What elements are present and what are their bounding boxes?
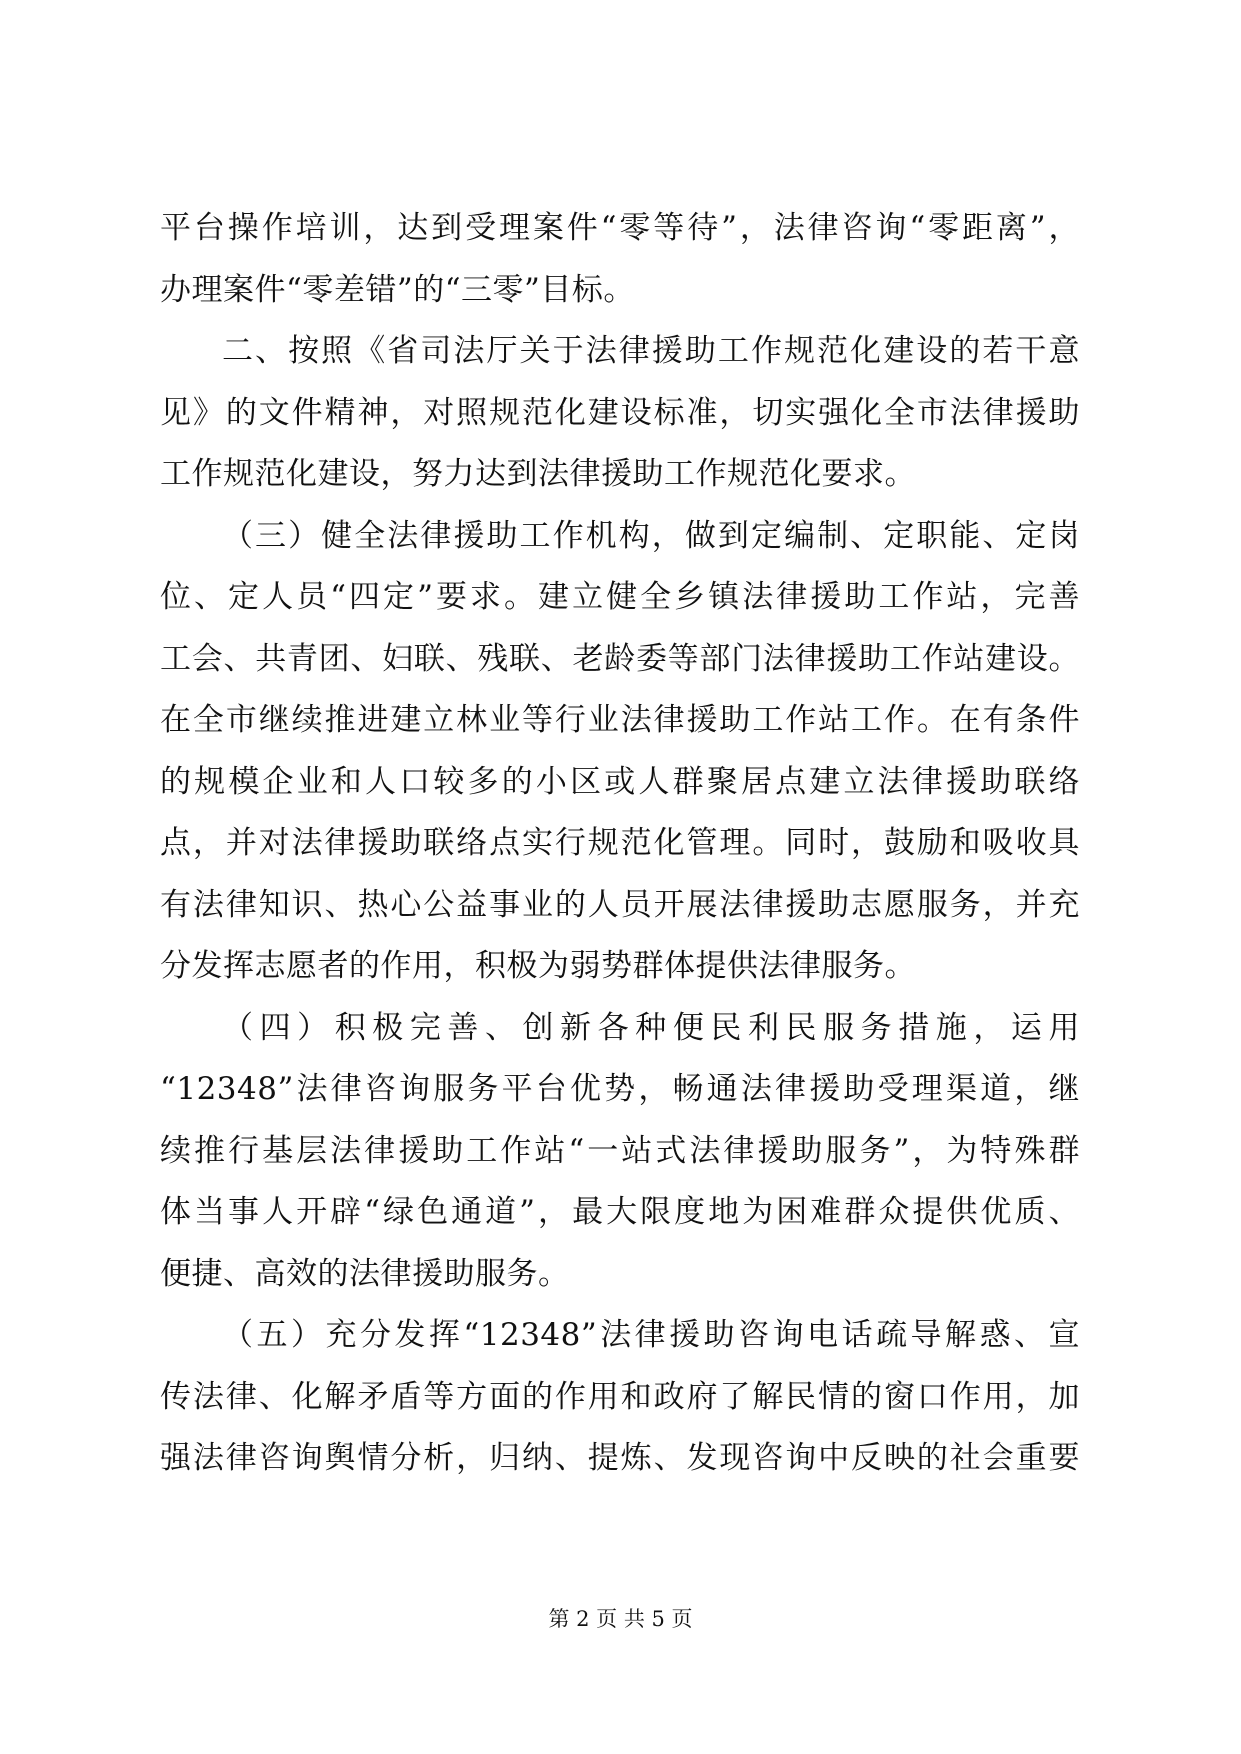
text-line: 工作规范化建设，努力达到法律援助工作规范化要求。 — [160, 456, 916, 492]
text-line: 体当事人开辟“绿色通道”，最大限度地为困难群众提供优质、 — [160, 1194, 1080, 1230]
text-line: （四）积极完善、创新各种便民利民服务措施，运用 — [222, 1009, 1080, 1046]
text-line: 便捷、高效的法律援助服务。 — [160, 1255, 570, 1292]
text-line: 见》的文件精神，对照规范化建设标准，切实强化全市法律援助 — [160, 394, 1080, 431]
document-body — [160, 198, 1080, 1490]
text-line: 传法律、化解矛盾等方面的作用和政府了解民情的窗口作用，加 — [160, 1378, 1080, 1415]
text-line: （五）充分发挥“12348”法律援助咨询电话疏导解惑、宣 — [222, 1317, 1080, 1353]
text-line: 有法律知识、热心公益事业的人员开展法律援助志愿服务，并充 — [160, 886, 1080, 923]
text-line: 位、定人员“四定”要求。建立健全乡镇法律援助工作站，完善 — [160, 579, 1080, 615]
page-number-footer: 第 2 页 共 5 页 — [548, 1607, 693, 1631]
text-line: “12348”法律咨询服务平台优势，畅通法律援助受理渠道，继 — [160, 1071, 1080, 1107]
text-line: （三）健全法律援助工作机构，做到定编制、定职能、定岗 — [222, 517, 1080, 554]
text-line: 平台操作培训，达到受理案件“零等待”，法律咨询“零距离”， — [160, 210, 1080, 246]
text-line: 工会、共青团、妇联、残联、老龄委等部门法律援助工作站建设。 — [160, 640, 1080, 677]
text-line: 分发挥志愿者的作用，积极为弱势群体提供法律服务。 — [160, 948, 916, 984]
text-line: 的规模企业和人口较多的小区或人群聚居点建立法律援助联络 — [160, 763, 1080, 800]
text-line: 在全市继续推进建立林业等行业法律援助工作站工作。在有条件 — [160, 702, 1080, 738]
text-line: 续推行基层法律援助工作站“一站式法律援助服务”，为特殊群 — [160, 1132, 1080, 1169]
text-line: 点，并对法律援助联络点实行规范化管理。同时，鼓励和吸收具 — [160, 825, 1080, 861]
text-line: 办理案件“零差错”的“三零”目标。 — [160, 271, 635, 308]
text-line: 二、按照《省司法厅关于法律援助工作规范化建设的若干意 — [222, 333, 1080, 369]
text-line: 强法律咨询舆情分析，归纳、提炼、发现咨询中反映的社会重要 — [160, 1440, 1080, 1476]
